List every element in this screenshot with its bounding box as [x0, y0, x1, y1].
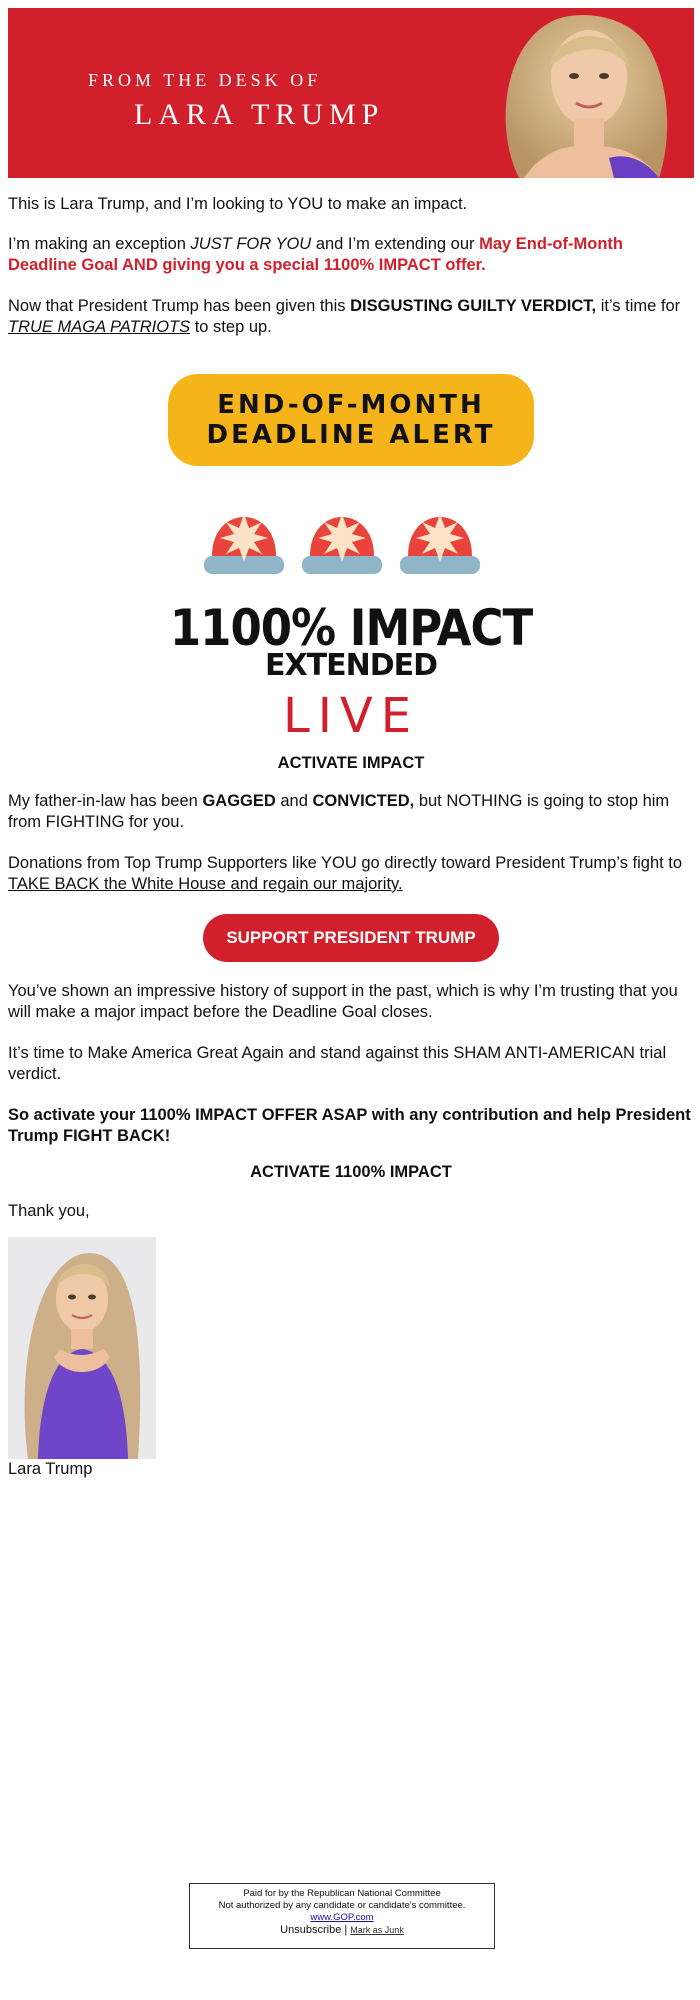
email-body: [8, 8, 696, 1478]
intro-paragraph-1: This is Lara Trump, and I’m looking to YOU to make an impact.: [8, 195, 468, 213]
text-span: and I’m extending our: [311, 235, 480, 253]
body-paragraph-4: [8, 791, 694, 833]
unsubscribe-row: [190, 1924, 494, 1936]
legal-footer: [189, 1883, 495, 1949]
body-paragraph-6: You’ve shown an impressive history of support in the past, which is why I’m trusting that you will make a major impact before the Deadline Goal closes.: [8, 982, 678, 1021]
impact-headline[interactable]: 1100% IMPACT: [169, 599, 533, 657]
mark-as-junk-link[interactable]: Mark as Junk: [350, 1925, 404, 1935]
activate-1100-impact-link[interactable]: ACTIVATE 1100% IMPACT: [250, 1163, 452, 1181]
signature-name: Lara Trump: [8, 1460, 93, 1478]
banner-name: LARA TRUMP: [134, 98, 385, 131]
header-banner: [8, 8, 694, 178]
text-span: Now that President Trump has been given this: [8, 297, 351, 315]
text-span: CONVICTED,: [312, 792, 415, 810]
text-span: JUST FOR YOU: [190, 235, 312, 253]
text-span: to step up.: [190, 318, 272, 336]
siren-icon: [198, 484, 290, 580]
unsubscribe-link[interactable]: Unsubscribe: [280, 1924, 342, 1936]
text-span: Donations from Top Trump Supporters like YOU go directly toward President Trump’s fight to: [8, 854, 683, 872]
separator: |: [341, 1924, 351, 1936]
support-president-trump-button[interactable]: SUPPORT PRESIDENT TRUMP: [203, 914, 499, 962]
intro-paragraph-3: [8, 296, 694, 338]
extended-label: EXTENDED: [265, 648, 437, 683]
paid-for-text: Paid for by the Republican National Committee: [243, 1888, 441, 1899]
thank-you-text: Thank you,: [8, 1202, 90, 1220]
siren-icon: [394, 484, 486, 580]
banner-kicker: FROM THE DESK OF: [88, 70, 322, 90]
deadline-alert-banner[interactable]: [168, 374, 534, 466]
body-paragraph-5: [8, 853, 694, 895]
text-span: and: [275, 792, 313, 810]
true-maga-patriots-link[interactable]: TRUE MAGA PATRIOTS: [8, 318, 191, 336]
take-back-link[interactable]: TAKE BACK the White House and regain our majority.: [8, 875, 403, 893]
text-span: but NOTHING is going to stop him from FIGHTING for you.: [8, 792, 670, 831]
body-paragraph-8[interactable]: So activate your 1100% IMPACT OFFER ASAP with any contribution and help President Trump FIGHT BACK!: [8, 1106, 691, 1145]
text-span: I’m making an exception: [8, 235, 191, 253]
highlight-red-text: May End-of-Month Deadline Goal AND giving you a special 1100% IMPACT offer.: [8, 235, 623, 274]
body-paragraph-7: It’s time to Make America Great Again and stand against this SHAM ANTI-AMERICAN trial verdict.: [8, 1044, 667, 1083]
gop-website-link[interactable]: www.GOP.com: [310, 1912, 374, 1923]
text-span: My father-in-law has been: [8, 792, 203, 810]
text-span: GAGGED: [202, 792, 276, 810]
lara-trump-portrait-image: [424, 8, 694, 178]
not-authorized-text: Not authorized by any candidate or candidate's committee.: [218, 1900, 466, 1911]
alert-line-2: DEADLINE ALERT: [206, 420, 496, 450]
lara-trump-signature-photo: [8, 1237, 156, 1459]
alert-line-1: END-OF-MONTH: [217, 390, 485, 420]
intro-paragraph-2: [8, 234, 694, 276]
text-span: it’s time for: [596, 297, 681, 315]
siren-icon: [296, 484, 388, 580]
text-span: DISGUSTING GUILTY VERDICT,: [350, 297, 597, 315]
activate-impact-link[interactable]: ACTIVATE IMPACT: [277, 754, 425, 772]
live-label: LIVE: [282, 688, 420, 744]
